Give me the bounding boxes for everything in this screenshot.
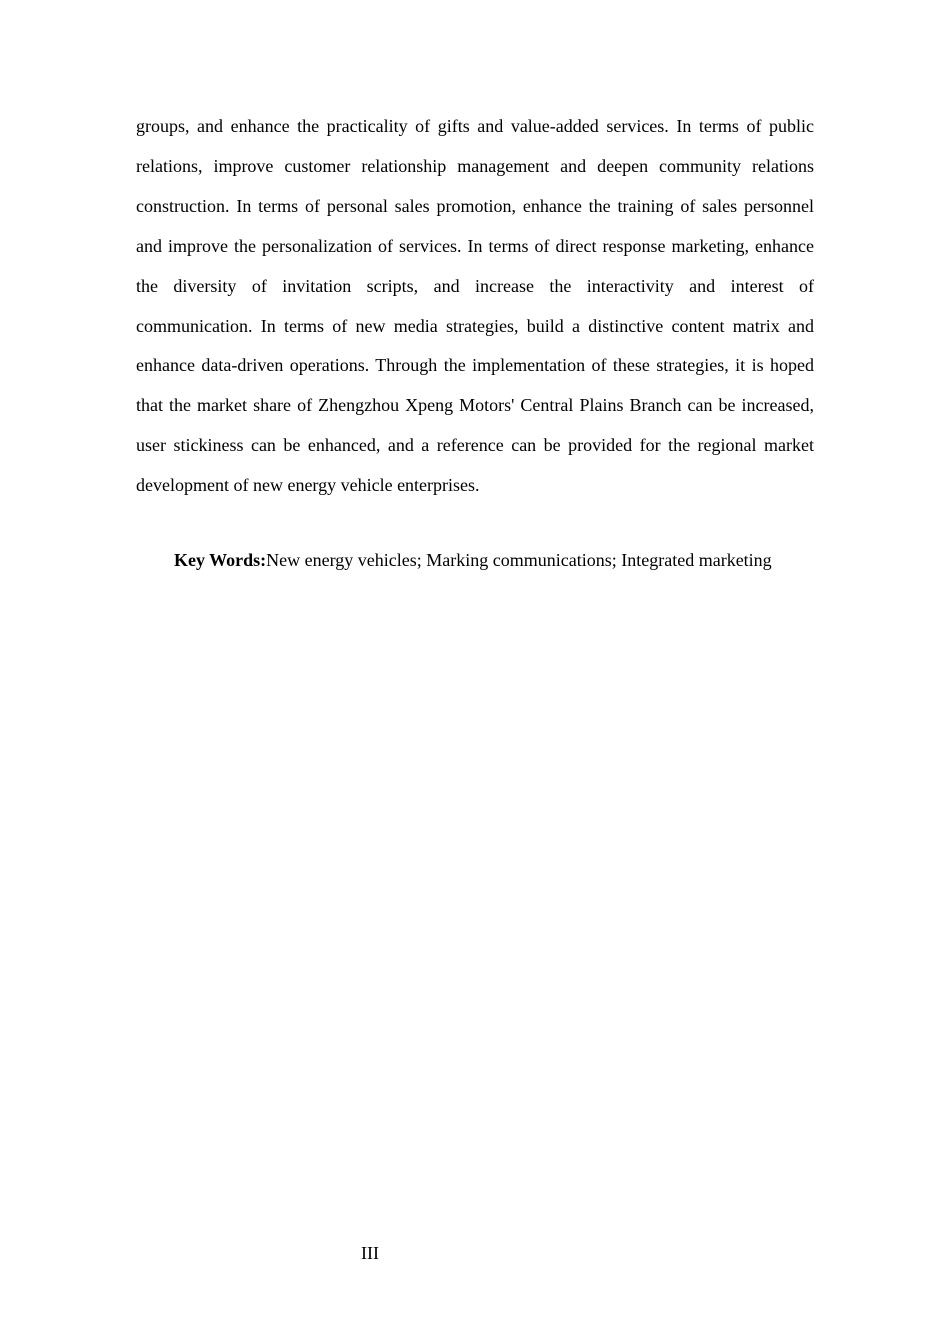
keywords-text: New energy vehicles; Marking communications; Integrated marketing: [266, 550, 772, 570]
keywords-label: Key Words:: [174, 550, 267, 570]
abstract-paragraph: groups, and enhance the practicality of gifts and value-added services. In terms of public relations, improve customer relationship management and deepen community relations construction. In terms of personal sales promotion, enhance the training of sales personnel and improve the personalization of services. In terms of direct response marketing, enhance the diversity of invitation scripts, and increase the interactivity and interest of communication. In terms of new media strategies, build a distinctive content matrix and enhance data-driven operations. Through the implementation of these strategies, it is hoped that the market share of Zhengzhou Xpeng Motors' Central Plains Branch can be increased, user stickiness can be enhanced, and a reference can be provided for the regional market development of new energy vehicle enterprises.: [136, 116, 814, 496]
page-number: III: [361, 1243, 379, 1263]
keywords-paragraph: [136, 541, 814, 581]
